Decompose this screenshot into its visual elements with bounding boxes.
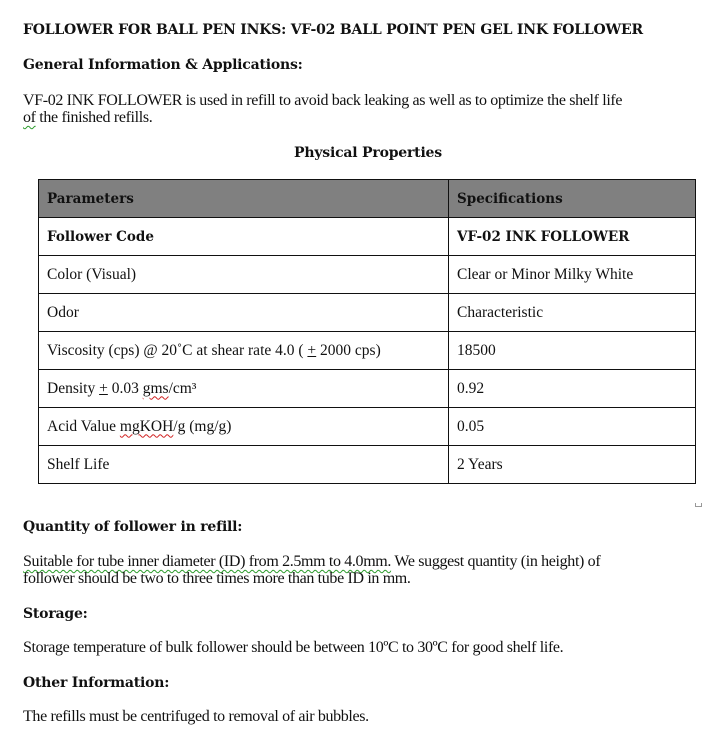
general-info-line-2 (23, 109, 622, 126)
parameter-cell (39, 408, 449, 446)
specification-cell: Clear or Minor Milky White (449, 256, 696, 294)
parameter-cell (39, 332, 449, 370)
specification-cell: VF-02 INK FOLLOWER (449, 218, 696, 256)
grammar-flag[interactable]: Suitable for tube inner diameter (ID) from 2.5mm to 4.0mm. (23, 553, 392, 570)
parameter-cell: Follower Code (39, 218, 449, 256)
param-text: Acid Value (47, 417, 120, 435)
general-info-line-1: VF-02 INK FOLLOWER is used in refill to avoid back leaking as well as to optimize the shelf life (23, 92, 623, 109)
table-row (39, 256, 696, 294)
specification-cell: 2 Years (449, 446, 696, 484)
storage-heading: Storage: (23, 606, 88, 622)
other-info-text: The refills must be centrifuged to removal of air bubbles. (23, 708, 369, 725)
quantity-heading: Quantity of follower in refill: (23, 519, 243, 535)
table-header-row (39, 180, 696, 218)
parameter-cell: Color (Visual) (39, 256, 449, 294)
quantity-line-2: follower should be two to three times more than tube ID in mm. (23, 570, 411, 587)
table-row (39, 446, 696, 484)
parameter-cell (39, 370, 449, 408)
other-info-heading: Other Information: (23, 675, 170, 691)
paragraph-end-mark-icon (695, 503, 702, 507)
header-parameters: Parameters (39, 180, 449, 218)
general-info-heading: General Information & Applications: (23, 57, 303, 73)
table-row (39, 370, 696, 408)
parameter-cell: Odor (39, 294, 449, 332)
parameter-cell: Shelf Life (39, 446, 449, 484)
physical-properties-table (38, 179, 696, 484)
quantity-text (23, 553, 600, 587)
param-text: Density (47, 379, 100, 397)
specification-cell: Characteristic (449, 294, 696, 332)
param-text: /g (mg/g) (173, 417, 232, 435)
specification-cell: 18500 (449, 332, 696, 370)
specification-cell: 0.92 (449, 370, 696, 408)
table-row (39, 332, 696, 370)
grammar-flag[interactable]: of (23, 109, 36, 126)
table-row (39, 218, 696, 256)
general-info-line-2-rest: the finished refills. (35, 109, 153, 126)
spelling-flag[interactable]: mgKOH (119, 417, 174, 435)
specification-cell: 0.05 (449, 408, 696, 446)
physical-properties-heading: Physical Properties (294, 145, 442, 161)
header-specifications: Specifications (449, 180, 696, 218)
document-title: FOLLOWER FOR BALL PEN INKS: VF-02 BALL POINT PEN GEL INK FOLLOWER (23, 22, 643, 38)
param-text: /cm³ (168, 379, 197, 397)
param-text: 0.03 (107, 379, 143, 397)
param-text: 2000 cps) (316, 341, 381, 359)
plus-minus: + (307, 341, 317, 359)
quantity-line-1 (23, 553, 600, 570)
spelling-flag[interactable]: gms (142, 379, 169, 397)
storage-text: Storage temperature of bulk follower should be between 10ºC to 30ºC for good shelf life. (23, 639, 564, 656)
table-row (39, 408, 696, 446)
param-text: Viscosity (cps) @ 20˚C at shear rate 4.0 ( (47, 341, 308, 359)
table-row (39, 294, 696, 332)
plus-minus: + (99, 379, 108, 397)
quantity-line-1-rest: We suggest quantity (in height) of (391, 553, 601, 570)
general-info-text (23, 92, 622, 126)
